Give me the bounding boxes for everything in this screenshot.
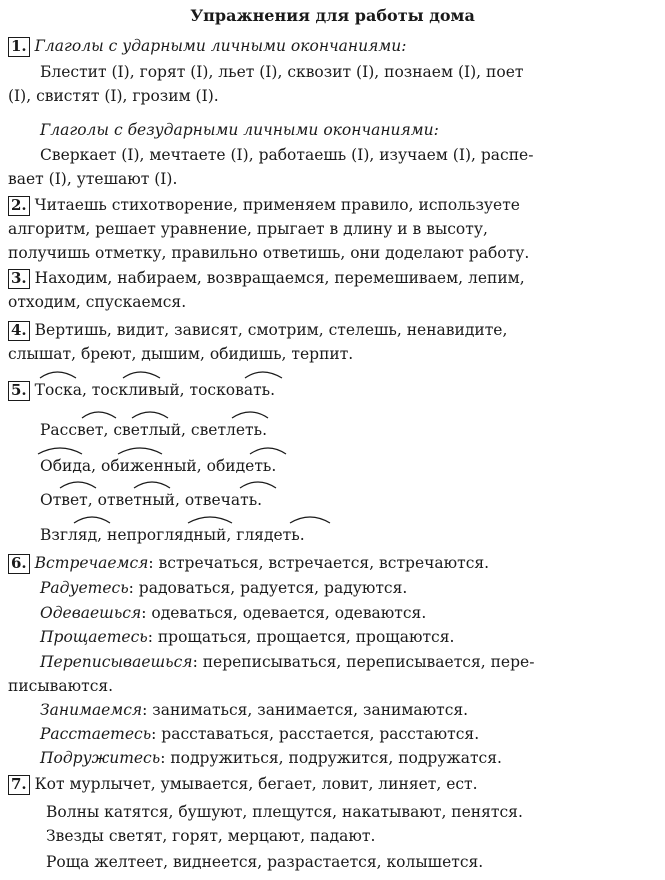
root-arc [232, 412, 268, 418]
exercise-number: 5. [8, 381, 30, 401]
text-line: Звезды светят, горят, мерцают, падают. [46, 827, 376, 845]
root-arc [82, 412, 116, 418]
verb: Подружитесь [40, 749, 161, 767]
root-arc [250, 448, 286, 454]
text-line: (I), свистят (I), грозим (I). [8, 87, 219, 105]
text-line: Роща желтеет, виднеется, разрастается, колышется. [46, 853, 484, 871]
verb-row [8, 676, 113, 696]
exercise-2 [8, 195, 520, 216]
exercise-number: 4. [8, 321, 30, 341]
verb-forms: писываются. [8, 677, 114, 695]
root-arc [188, 517, 232, 523]
exercise-3 [8, 268, 525, 289]
verb-forms: : переписываться, переписывается, пере- [192, 653, 535, 671]
verb-row [40, 724, 479, 744]
text-line: Читаешь стихотворение, применяем правило, используете [34, 196, 520, 214]
root-arc [132, 412, 168, 418]
text-line: Сверкает (I), мечтаете (I), работаешь (I), изучаем (I), распе- [40, 146, 534, 164]
root-arc [60, 482, 96, 488]
exercise-number: 6. [8, 554, 30, 574]
verb-row [40, 603, 426, 623]
root-arc [245, 372, 282, 378]
exercise-5 [8, 380, 275, 401]
verb-row [40, 627, 454, 647]
exercise-7 [8, 774, 478, 795]
verb-row [40, 748, 502, 768]
exercise-number: 7. [8, 775, 30, 795]
word-family-line: Тоска, тоскливый, тосковать. [34, 381, 276, 399]
root-arc [123, 372, 160, 378]
verb: Встречаемся [34, 554, 149, 572]
verb: Переписываешься [40, 653, 193, 671]
text-line: получишь отметку, правильно ответишь, они доделают работу. [8, 244, 530, 262]
verb: Прощаетесь [40, 628, 148, 646]
root-arc [134, 482, 170, 488]
page-title: Упражнения для работы дома [190, 6, 475, 25]
verb-row [40, 578, 407, 598]
text-line: Вертишь, видит, зависят, смотрим, стелешь, ненавидите, [34, 321, 508, 339]
text-line: Находим, набираем, возвращаемся, перемешиваем, лепим, [34, 269, 525, 287]
exercise-number: 2. [8, 196, 30, 216]
root-arc [240, 482, 276, 488]
text-line: Волны катятся, бушуют, плещутся, накатывают, пенятся. [46, 803, 523, 821]
verb: Одеваешься [40, 604, 142, 622]
verb: Занимаемся [40, 701, 143, 719]
word-family-line: Ответ, ответный, отвечать. [40, 491, 263, 509]
verb-forms: : прощаться, прощается, прощаются. [147, 628, 455, 646]
verb-forms: : одеваться, одевается, одеваются. [141, 604, 427, 622]
text-line: вает (I), утешают (I). [8, 170, 178, 188]
root-arc [290, 517, 330, 523]
text-line: отходим, спускаемся. [8, 293, 187, 311]
word-family-line: Взгляд, непроглядный, глядеть. [40, 526, 305, 544]
verb-row [40, 652, 534, 672]
exercise-number: 3. [8, 269, 30, 289]
verb-forms: : заниматься, занимается, занимаются. [142, 701, 469, 719]
root-arc [38, 448, 82, 454]
word-family-line: Рассвет, светлый, светлеть. [40, 421, 267, 439]
exercise-4 [8, 320, 507, 341]
text-line: Кот мурлычет, умывается, бегает, ловит, линяет, ест. [34, 775, 478, 793]
root-arc [74, 517, 110, 523]
verb: Расстаетесь [40, 725, 152, 743]
exercise-1-heading [8, 36, 406, 57]
verb-forms: : встречаться, встречается, встречаются. [148, 554, 490, 572]
stressed-endings-heading: Глаголы с ударными личными окончаниями: [34, 37, 407, 55]
unstressed-endings-heading: Глаголы с безударными личными окончаниями: [40, 121, 439, 139]
word-family-line: Обида, обиженный, обидеть. [40, 457, 277, 475]
verb: Радуетесь [40, 579, 129, 597]
root-arc [40, 372, 76, 378]
exercise-6 [8, 553, 489, 574]
exercise-number: 1. [8, 37, 30, 57]
text-line: алгоритм, решает уравнение, прыгает в длину и в высоту, [8, 220, 488, 238]
verb-forms: : радоваться, радуется, радуются. [128, 579, 408, 597]
root-arc [118, 448, 162, 454]
verb-forms: : подружиться, подружится, подружатся. [160, 749, 502, 767]
verb-forms: : расставаться, расстается, расстаются. [151, 725, 480, 743]
text-line: Блестит (I), горят (I), льет (I), сквозит (I), познаем (I), поет [40, 63, 524, 81]
verb-row [40, 700, 468, 720]
text-line: слышат, бреют, дышим, обидишь, терпит. [8, 345, 354, 363]
